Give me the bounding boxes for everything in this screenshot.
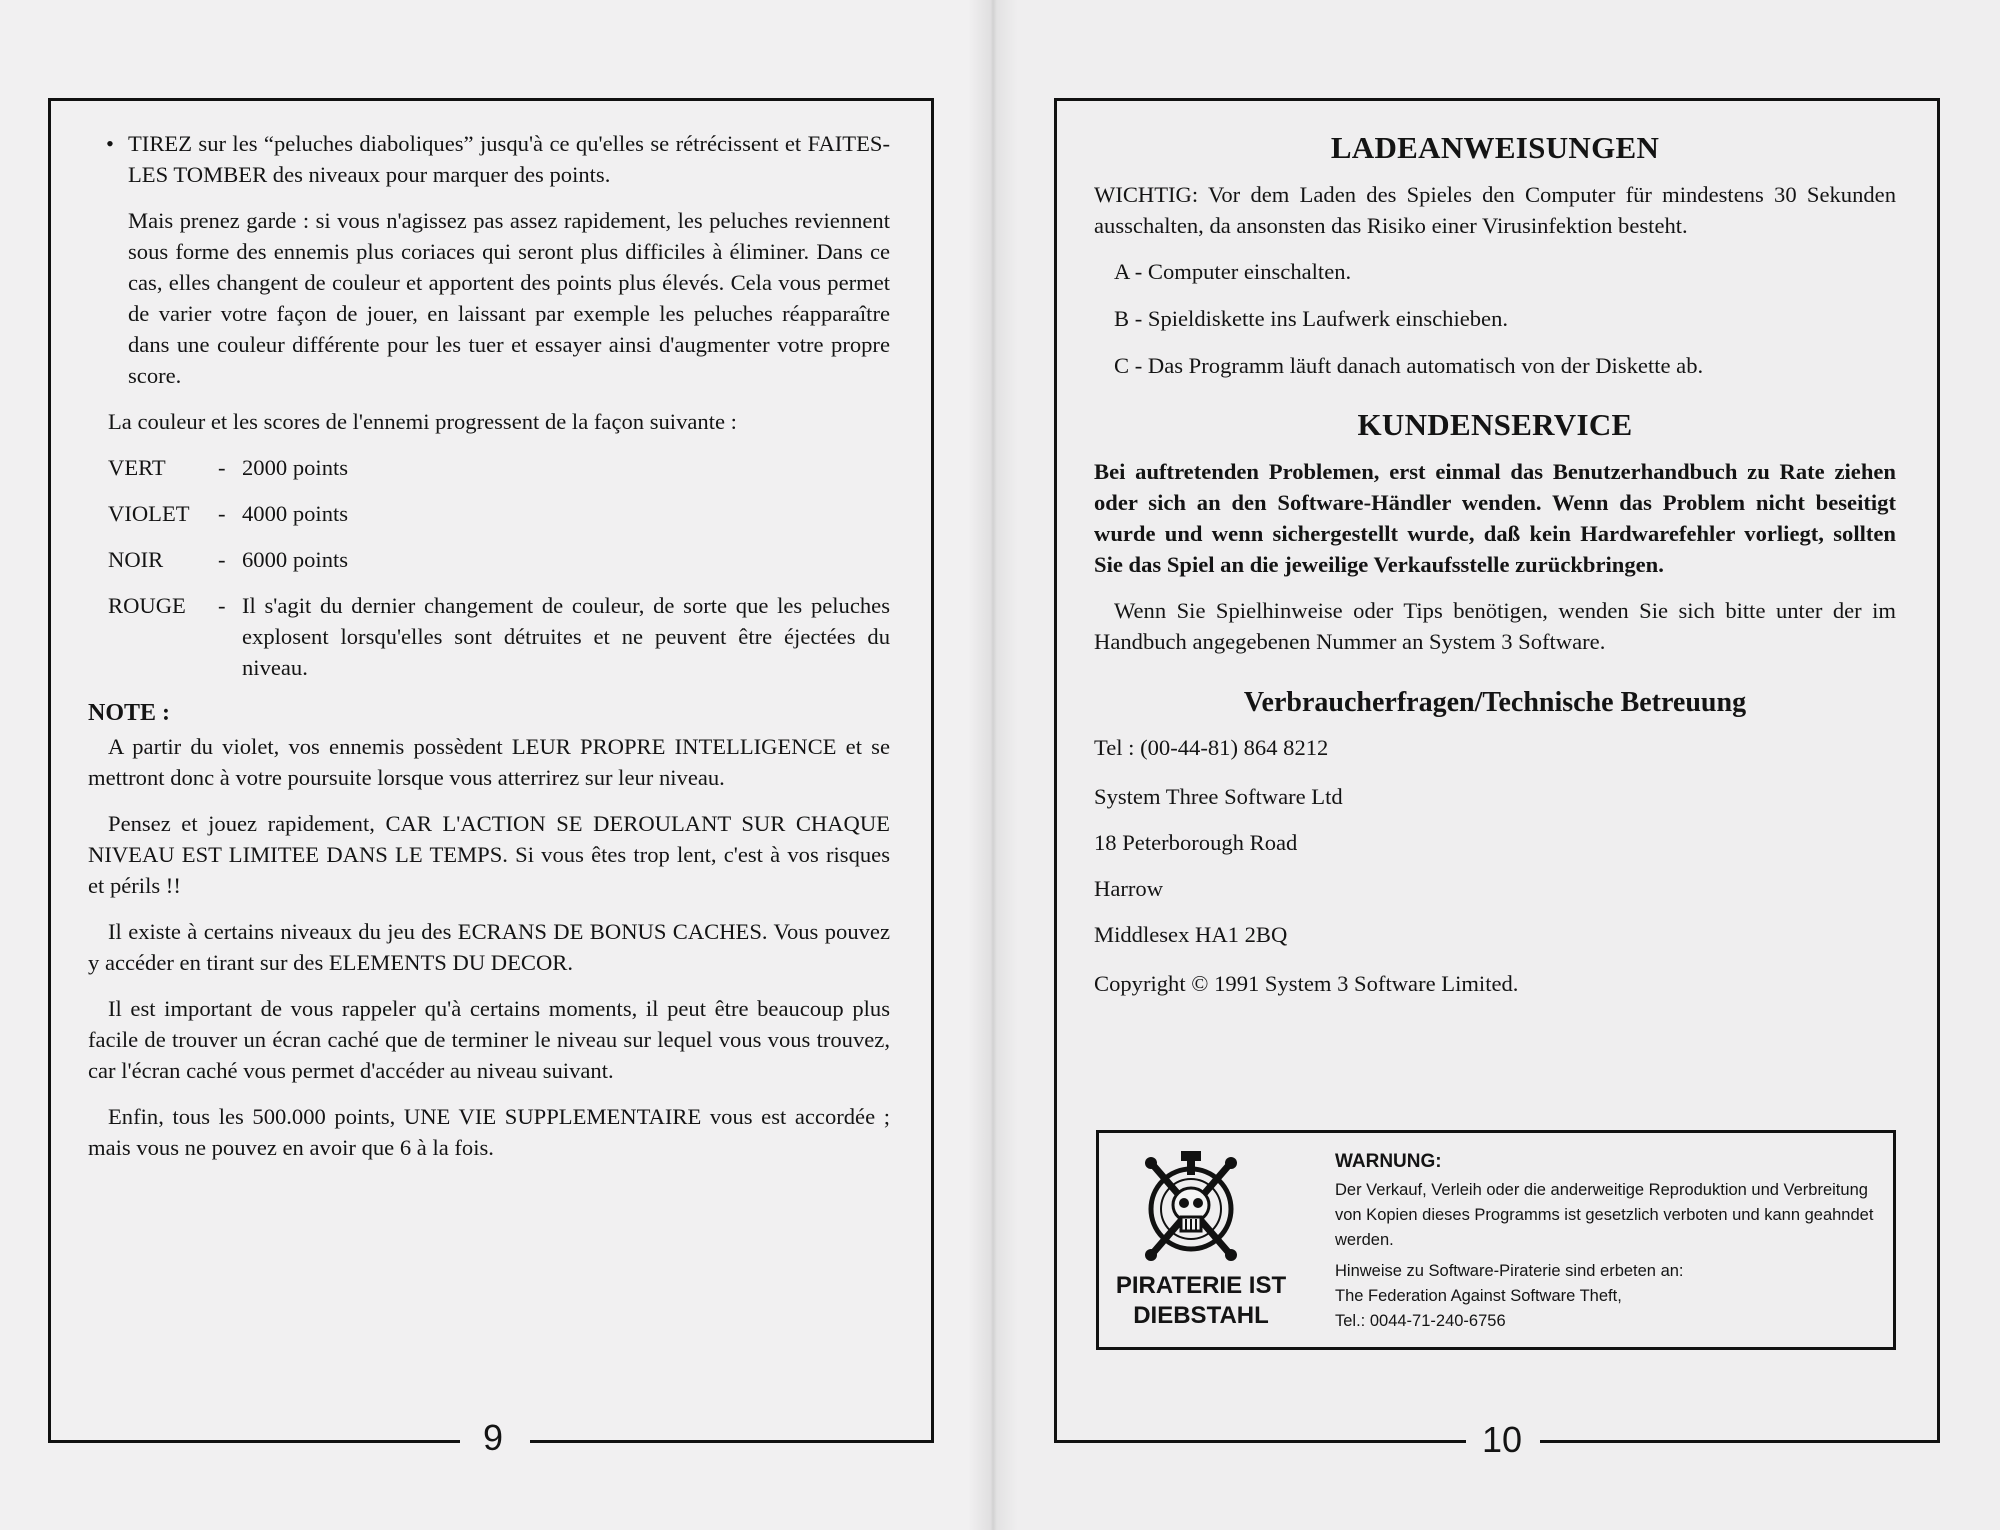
bullet-icon: • — [106, 131, 114, 156]
right-bottom-rule-a — [1054, 1440, 1466, 1443]
right-page-content — [1094, 126, 1896, 1014]
step-b: B - Spieldiskette ins Laufwerk einschieben. — [1114, 306, 1509, 331]
customer-service-heading: KUNDENSERVICE — [1357, 407, 1633, 442]
left-bottom-rule-b — [530, 1440, 934, 1443]
warning-legal-text: Der Verkauf, Verleih oder die anderweitige Reproduktion und Verbreitung von Kopien dieses Programms ist gesetzlich verboten und kann geahndet werden. — [1335, 1181, 1874, 1249]
company-address — [1094, 781, 1896, 950]
loading-heading: LADEANWEISUNGEN — [1330, 130, 1660, 165]
hidden-screen-paragraph: Il est important de vous rappeler qu'à certains moments, il peut être beaucoup plus facile de trouver un écran caché que de terminer le niveau sur lequel vous vous trouvez, car l'écran caché vous permet d'accéder au niveau suivant. — [88, 996, 890, 1083]
address-line: Harrow — [1094, 876, 1164, 901]
warning-title: WARNUNG: — [1335, 1151, 1442, 1172]
score-dash: - — [218, 547, 226, 572]
page-number-right: 10 — [1482, 1419, 1523, 1460]
warning-contact-phone: Tel.: 0044-71-240-6756 — [1335, 1312, 1506, 1330]
address-line: 18 Peterborough Road — [1094, 830, 1298, 855]
right-bottom-rule-b — [1540, 1440, 1940, 1443]
piracy-warning-box — [1096, 1130, 1896, 1350]
score-row-vert — [88, 452, 890, 483]
score-row-violet — [88, 498, 890, 529]
score-color: NOIR — [108, 547, 164, 572]
piracy-slogan — [1111, 1271, 1291, 1331]
slogan-line: PIRATERIE IST — [1115, 1272, 1287, 1299]
address-line: System Three Software Ltd — [1094, 784, 1343, 809]
score-color: VIOLET — [108, 501, 190, 526]
support-heading: Verbraucherfragen/Technische Betreuung — [1243, 687, 1747, 718]
note-paragraph: A partir du violet, vos ennemis possèdent LEUR PROPRE INTELLIGENCE et se mettront donc à votre poursuite lorsque vous atterrirez sur leur niveau. — [88, 734, 890, 790]
score-text: 2000 points — [242, 455, 349, 480]
score-text: 4000 points — [242, 501, 349, 526]
left-page-content — [88, 128, 890, 1178]
address-line: Middlesex HA1 2BQ — [1094, 922, 1288, 947]
step-a: A - Computer einschalten. — [1114, 259, 1352, 284]
skull-crossbones-disk-icon — [1143, 1147, 1239, 1267]
score-text: 6000 points — [242, 547, 349, 572]
copyright-line: Copyright © 1991 System 3 Software Limited. — [1094, 971, 1519, 996]
warning-paragraph: Mais prenez garde : si vous n'agissez pas assez rapidement, les peluches reviennent sous forme des ennemis plus coriaces qui seront plus difficiles à éliminer. Dans ce cas, elles changent de couleur et apportent des points plus élevés. Cela vous permet de varier votre façon de jouer, en laissant par exemple les peluches réapparaître dans une couleur différente pour les tuer et essayer ainsi d'augmenter votre propre score. — [128, 208, 890, 388]
warning-text — [1335, 1149, 1885, 1334]
score-row-rouge — [88, 590, 890, 683]
score-row-noir — [88, 544, 890, 575]
service-problems-paragraph: Bei auftretenden Problemen, erst einmal das Benutzerhandbuch zu Rate ziehen oder sich an den Software-Händler wenden. Wenn das Problem nicht beseitigt wurde und wenn sichergestellt wurde, daß kein Hardwarefehler vorliegt, sollten Sie das Spiel an die jeweilige Verkaufsstelle zurückbringen. — [1094, 459, 1896, 577]
score-dash: - — [218, 501, 226, 526]
score-dash: - — [218, 593, 226, 618]
left-bottom-rule-a — [48, 1440, 460, 1443]
page-number-left: 9 — [483, 1417, 504, 1458]
time-paragraph: Pensez et jouez rapidement, CAR L'ACTION SE DEROULANT SUR CHAQUE NIVEAU EST LIMITEE DANS LE TEMPS. Si vous êtes trop lent, c'est à vos risques et périls !! — [88, 811, 890, 898]
step-c: C - Das Programm läuft danach automatisch von der Diskette ab. — [1114, 353, 1704, 378]
bonus-paragraph: Il existe à certains niveaux du jeu des ECRANS DE BONUS CACHES. Vous pouvez y accéder en tirant sur des ELEMENTS DU DECOR. — [88, 919, 890, 975]
book-spine-shadow — [968, 0, 1018, 1530]
score-color: VERT — [108, 455, 166, 480]
bullet-text: TIREZ sur les “peluches diaboliques” jusqu'à ce qu'elles se rétrécissent et FAITES-LES TOMBER des niveaux pour marquer des points. — [128, 131, 890, 187]
note-heading: NOTE : — [88, 700, 171, 726]
score-color: ROUGE — [108, 593, 186, 618]
important-notice: WICHTIG: Vor dem Laden des Spieles den Computer für mindestens 30 Sekunden ausschalten, da ansonsten das Risiko einer Virusinfektion besteht. — [1094, 182, 1896, 238]
extra-life-paragraph: Enfin, tous les 500.000 points, UNE VIE SUPPLEMENTAIRE vous est accordée ; mais vous ne pouvez en avoir que 6 à la fois. — [88, 1104, 890, 1160]
slogan-line: DIEBSTAHL — [1133, 1302, 1269, 1329]
score-dash: - — [218, 455, 226, 480]
bullet-item — [88, 128, 890, 190]
service-tips-paragraph: Wenn Sie Spielhinweise oder Tips benötigen, wenden Sie sich bitte unter der im Handbuch angegebenen Nummer an System 3 Software. — [1094, 598, 1896, 654]
score-text: Il s'agit du dernier changement de couleur, de sorte que les peluches explosent lorsqu'elles sont détruites et ne peuvent être éjectées du niveau. — [242, 593, 890, 680]
left-page — [0, 0, 992, 1530]
warning-contact-org: The Federation Against Software Theft, — [1335, 1287, 1622, 1305]
warning-contact-intro: Hinweise zu Software-Piraterie sind erbeten an: — [1335, 1262, 1684, 1280]
progression-intro: La couleur et les scores de l'ennemi progressent de la façon suivante : — [108, 409, 737, 434]
support-phone: Tel : (00-44-81) 864 8212 — [1094, 735, 1329, 760]
